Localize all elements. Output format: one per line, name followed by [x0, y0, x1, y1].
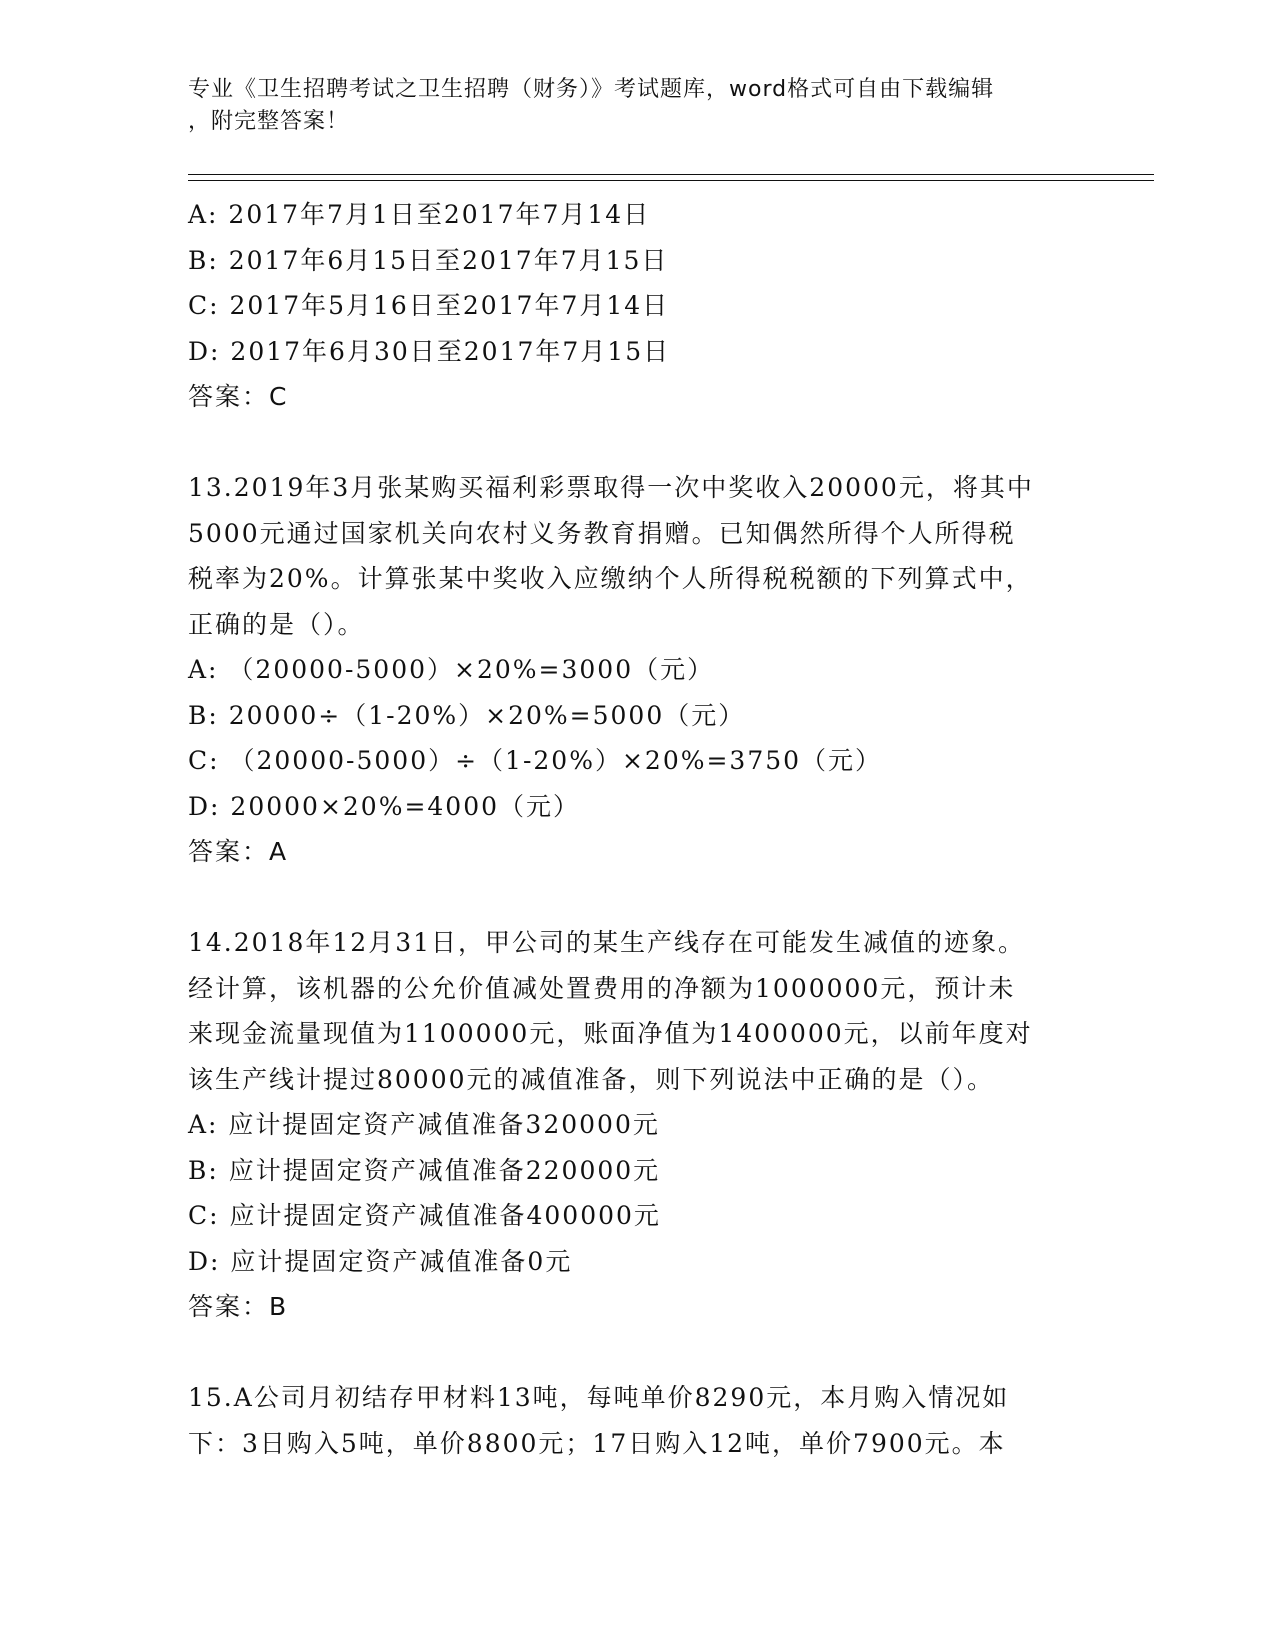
q14-option-a: A: 应计提固定资产减值准备320000元 [188, 1110, 660, 1139]
question-14-block [188, 920, 1088, 1330]
question-13-block [188, 465, 1088, 875]
q14-option-d: D: 应计提固定资产减值准备0元 [188, 1246, 573, 1276]
q14-stem-line-1: 14.2018年12月31日，甲公司的某生产线存在可能发生减值的迹象。 [188, 928, 1026, 957]
q12-option-b: B: 2017年6月15日至2017年7月15日 [188, 245, 669, 275]
q14-option-c: C: 应计提固定资产减值准备400000元 [188, 1201, 661, 1230]
q15-stem-line-1: 15.A公司月初结存甲材料13吨，每吨单价8290元，本月购入情况如 [188, 1383, 1010, 1412]
q13-option-a: A: （20000-5000）×20%=3000（元） [188, 655, 715, 684]
question-content [188, 192, 1088, 1466]
q12-option-a: A: 2017年7月1日至2017年7月14日 [188, 200, 651, 229]
header-rule-bottom [188, 180, 1154, 181]
q14-stem-line-3: 来现金流量现值为1100000元，账面净值为1400000元，以前年度对 [188, 1019, 1033, 1048]
q13-stem-line-2: 5000元通过国家机关向农村义务教育捐赠。已知偶然所得个人所得税 [188, 518, 1016, 548]
q12-option-d: D: 2017年6月30日至2017年7月15日 [188, 336, 671, 366]
q13-stem-line-3: 税率为20%。计算张某中奖收入应缴纳个人所得税税额的下列算式中， [188, 564, 1033, 593]
q14-answer: 答案：B [188, 1292, 289, 1321]
q13-stem-line-4: 正确的是（）。 [188, 609, 365, 639]
q14-stem-line-2: 经计算，该机器的公允价值减处置费用的净额为1000000元，预计未 [188, 973, 1016, 1003]
q14-stem-line-4: 该生产线计提过80000元的减值准备，则下列说法中正确的是（）。 [188, 1064, 995, 1094]
spacer [188, 875, 1088, 921]
q12-option-c: C: 2017年5月16日至2017年7月14日 [188, 291, 670, 320]
q13-option-c: C: （20000-5000）÷（1-20%）×20%=3750（元） [188, 746, 883, 775]
q12-answer: 答案：C [188, 382, 289, 411]
q13-stem-line-1: 13.2019年3月张某购买福利彩票取得一次中奖收入20000元，将其中 [188, 473, 1034, 502]
q13-option-b: B: 20000÷（1-20%）×20%=5000（元） [188, 700, 746, 730]
header-rule-top [188, 174, 1154, 175]
q14-option-b: B: 应计提固定资产减值准备220000元 [188, 1155, 661, 1185]
q13-option-d: D: 20000×20%=4000（元） [188, 791, 581, 821]
question-12-block [188, 192, 1088, 420]
spacer [188, 1330, 1088, 1376]
q13-answer: 答案：A [188, 837, 289, 866]
question-15-block [188, 1375, 1088, 1466]
document-header: 专业《卫生招聘考试之卫生招聘（财务）》考试题库，word格式可自由下载编辑 ，附完整答案！ [188, 77, 995, 134]
q15-stem-line-2: 下：3日购入5吨，单价8800元；17日购入12吨，单价7900元。本 [188, 1428, 1006, 1458]
spacer [188, 420, 1088, 466]
